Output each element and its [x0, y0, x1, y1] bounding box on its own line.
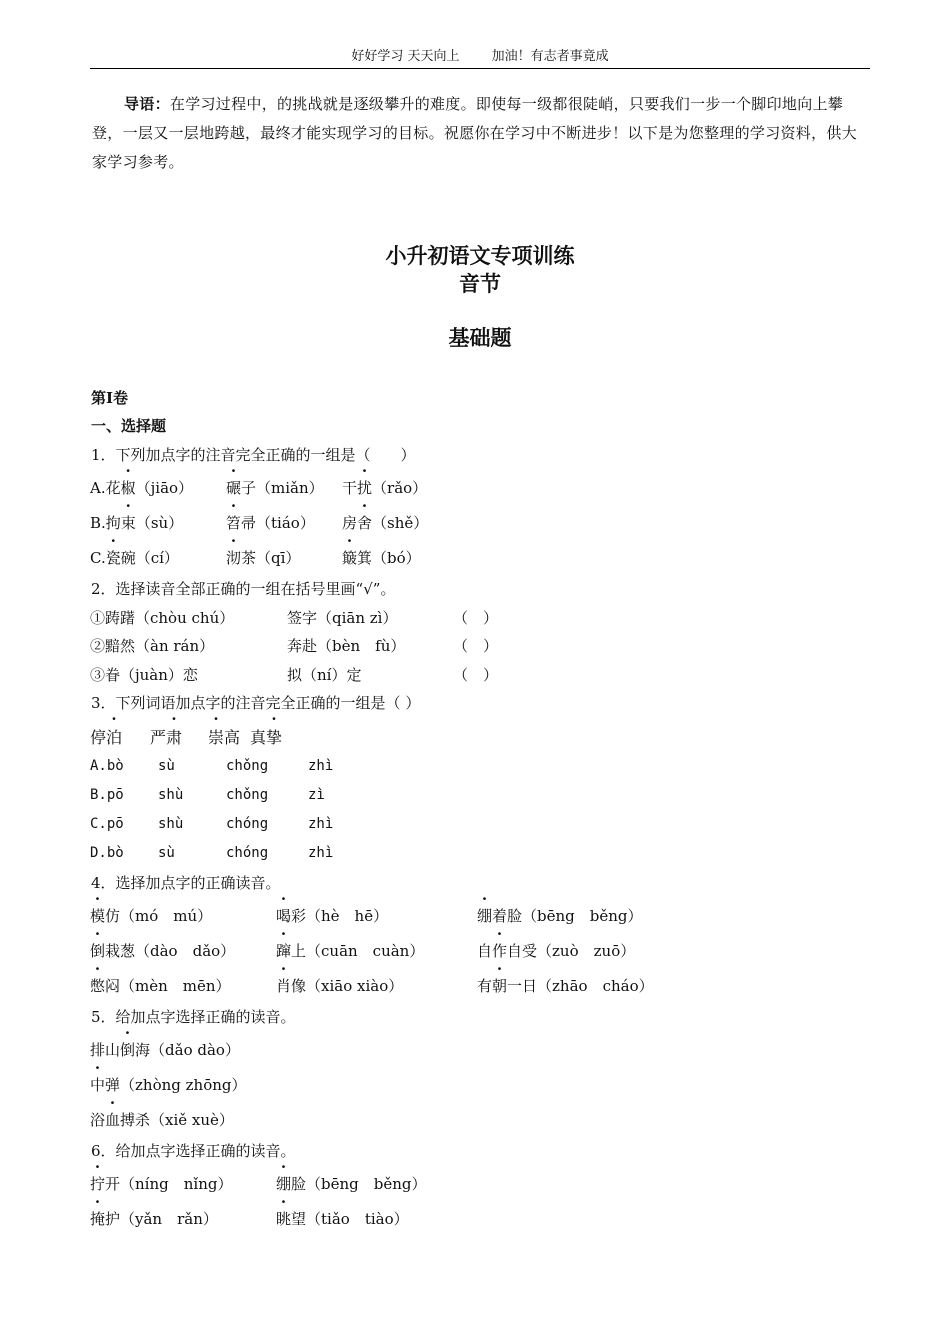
q6-dotted-char: 绷: [276, 1175, 292, 1193]
q6-option-item: 掩护（yǎn rǎn）: [90, 1210, 218, 1228]
q3-option-pinyin: shù: [158, 787, 184, 803]
q1-dotted-char: 碾: [226, 479, 242, 497]
q2-stem: 2．选择读音全部正确的一组在括号里画“√”。: [91, 580, 396, 598]
doc-title: 小升初语文专项训练: [385, 243, 575, 268]
q1-option-item: 簸箕（bó）: [342, 549, 421, 567]
q1-option-item: C.瓷碗（cí）: [90, 549, 179, 567]
q5-dotted-char: 倒: [120, 1041, 136, 1059]
q2-answer-bracket: （ ）: [453, 666, 499, 684]
q1-dotted-char: 扰: [357, 479, 373, 497]
q6-stem: 6．给加点字选择正确的读音。: [91, 1142, 296, 1160]
q4-dotted-char: 喝: [276, 907, 292, 925]
q3-dotted-char: 挚: [266, 728, 283, 747]
q2-choice-left: ③眷（juàn）恋: [90, 666, 198, 684]
header-motto-left: 好好学习 天天向上: [351, 49, 460, 64]
q1-option-item: 干扰（rǎo）: [342, 479, 428, 497]
page-header: [90, 46, 870, 69]
q1-option-item: 沏茶（qī）: [226, 549, 301, 567]
q3-option-pinyin: chóng: [226, 816, 269, 832]
intro-label: 导语：: [124, 95, 170, 113]
q2-choice-right: 拟（ní）定: [287, 666, 362, 684]
q4-option-item: 自作自受（zuò zuō）: [477, 942, 636, 960]
q4-option-item: 憋闷（mèn mēn）: [90, 977, 231, 995]
q3-option-pinyin: sù: [158, 758, 175, 774]
q3-word: 崇高: [208, 725, 240, 748]
q3-option-pinyin: chóng: [226, 845, 269, 861]
q3-option-pinyin: chǒng: [226, 787, 269, 803]
intro-text: 在学习过程中，的挑战就是逐级攀升的难度。即使每一级都很陡峭，只要我们一步一个脚印地向上攀登，一层又一层地跨越，最终才能实现学习的目标。祝愿你在学习中不断进步！以下是为您整理的学习资料，供大家学习参考。: [92, 95, 858, 171]
q4-dotted-char: 肖: [276, 977, 292, 995]
q4-option-item: 蹿上（cuān cuàn）: [276, 942, 425, 960]
header-motto-right: 加油！有志者事竟成: [491, 49, 609, 64]
q3-option-pinyin: zhì: [308, 758, 334, 774]
q5-option-item: 浴血搏杀（xiě xuè）: [90, 1111, 234, 1129]
q3-dotted-char: 肃: [166, 728, 183, 747]
q5-option-item: 排山倒海（dǎo dào）: [90, 1041, 240, 1059]
q4-dotted-char: 憋: [90, 977, 106, 995]
q2-choice-left: ①踌躇（chòu chú）: [90, 609, 235, 627]
q4-stem: 4．选择加点字的正确读音。: [91, 874, 281, 892]
q4-option-item: 绷着脸（bēng běng）: [477, 907, 643, 925]
q1-option-item: B.拘束（sù）: [90, 514, 184, 532]
q3-word: 严肃: [150, 725, 182, 748]
q3-stem: 3．下列词语加点字的注音完全正确的一组是（ ）: [91, 694, 421, 712]
volume-label: 第Ⅰ卷: [91, 389, 129, 407]
q3-option-pinyin: zhì: [308, 816, 334, 832]
q2-choice-right: 奔赴（bèn fù）: [287, 637, 406, 655]
q3-option-pinyin: D.bò: [90, 845, 124, 861]
q1-option-item: 笤帚（tiáo）: [226, 514, 315, 532]
q1-option-item: A.花椒（jiāo）: [90, 479, 194, 497]
q4-dotted-char: 作: [492, 942, 508, 960]
intro-paragraph: [92, 90, 868, 177]
q3-word: 真挚: [250, 725, 282, 748]
q1-dotted-char: 椒: [120, 479, 136, 497]
q6-dotted-char: 掩: [90, 1210, 106, 1228]
q4-option-item: 有朝一日（zhāo cháo）: [477, 977, 654, 995]
q4-dotted-char: 绷: [477, 907, 493, 925]
q2-choice-left: ②黯然（àn rán）: [90, 637, 215, 655]
q1-dotted-char: 舍: [357, 514, 373, 532]
q4-dotted-char: 倒: [90, 942, 106, 960]
q6-dotted-char: 拧: [90, 1175, 106, 1193]
q6-option-item: 拧开（níng nǐng）: [90, 1175, 233, 1193]
doc-subtitle: 音节: [459, 271, 501, 296]
q4-dotted-char: 模: [90, 907, 106, 925]
q4-option-item: 倒栽葱（dào dǎo）: [90, 942, 236, 960]
q1-dotted-char: 沏: [226, 549, 242, 567]
q4-dotted-char: 蹿: [276, 942, 292, 960]
q5-dotted-char: 中: [90, 1076, 106, 1094]
q3-option-pinyin: A.bò: [90, 758, 124, 774]
q3-word: 停泊: [90, 725, 122, 748]
q4-option-item: 肖像（xiāo xiào）: [276, 977, 404, 995]
q5-stem: 5．给加点字选择正确的读音。: [91, 1008, 296, 1026]
q3-option-pinyin: B.pō: [90, 787, 124, 803]
q3-option-pinyin: sù: [158, 845, 175, 861]
part-label: 一、选择题: [91, 417, 167, 435]
q3-option-pinyin: zì: [308, 787, 325, 803]
q4-dotted-char: 朝: [492, 977, 508, 995]
q3-option-pinyin: C.pō: [90, 816, 124, 832]
q5-dotted-char: 血: [105, 1111, 121, 1129]
q1-dotted-char: 簸: [342, 549, 358, 567]
q5-option-item: 中弹（zhòng zhōng）: [90, 1076, 247, 1094]
q2-answer-bracket: （ ）: [453, 637, 499, 655]
q6-option-item: 眺望（tiǎo tiào）: [276, 1210, 409, 1228]
q4-option-item: 模仿（mó mú）: [90, 907, 213, 925]
q3-option-pinyin: chǒng: [226, 758, 269, 774]
q1-option-item: 碾子（miǎn）: [226, 479, 324, 497]
q6-dotted-char: 眺: [276, 1210, 292, 1228]
q1-stem: 1．下列加点字的注音完全正确的一组是（ ）: [91, 446, 416, 464]
q1-dotted-char: 瓷: [105, 549, 121, 567]
q4-option-item: 喝彩（hè hē）: [276, 907, 389, 925]
q2-choice-right: 签字（qiān zì）: [287, 609, 398, 627]
q3-dotted-char: 崇: [208, 728, 225, 747]
q1-dotted-char: 笤: [226, 514, 242, 532]
q1-option-item: 房舍（shě）: [342, 514, 429, 532]
q3-option-pinyin: shù: [158, 816, 184, 832]
doc-level-title: 基础题: [448, 325, 512, 350]
q2-answer-bracket: （ ）: [453, 609, 499, 627]
q3-option-pinyin: zhì: [308, 845, 334, 861]
q6-option-item: 绷脸（bēng běng）: [276, 1175, 427, 1193]
q1-dotted-char: 束: [120, 514, 136, 532]
q3-dotted-char: 泊: [106, 728, 123, 747]
